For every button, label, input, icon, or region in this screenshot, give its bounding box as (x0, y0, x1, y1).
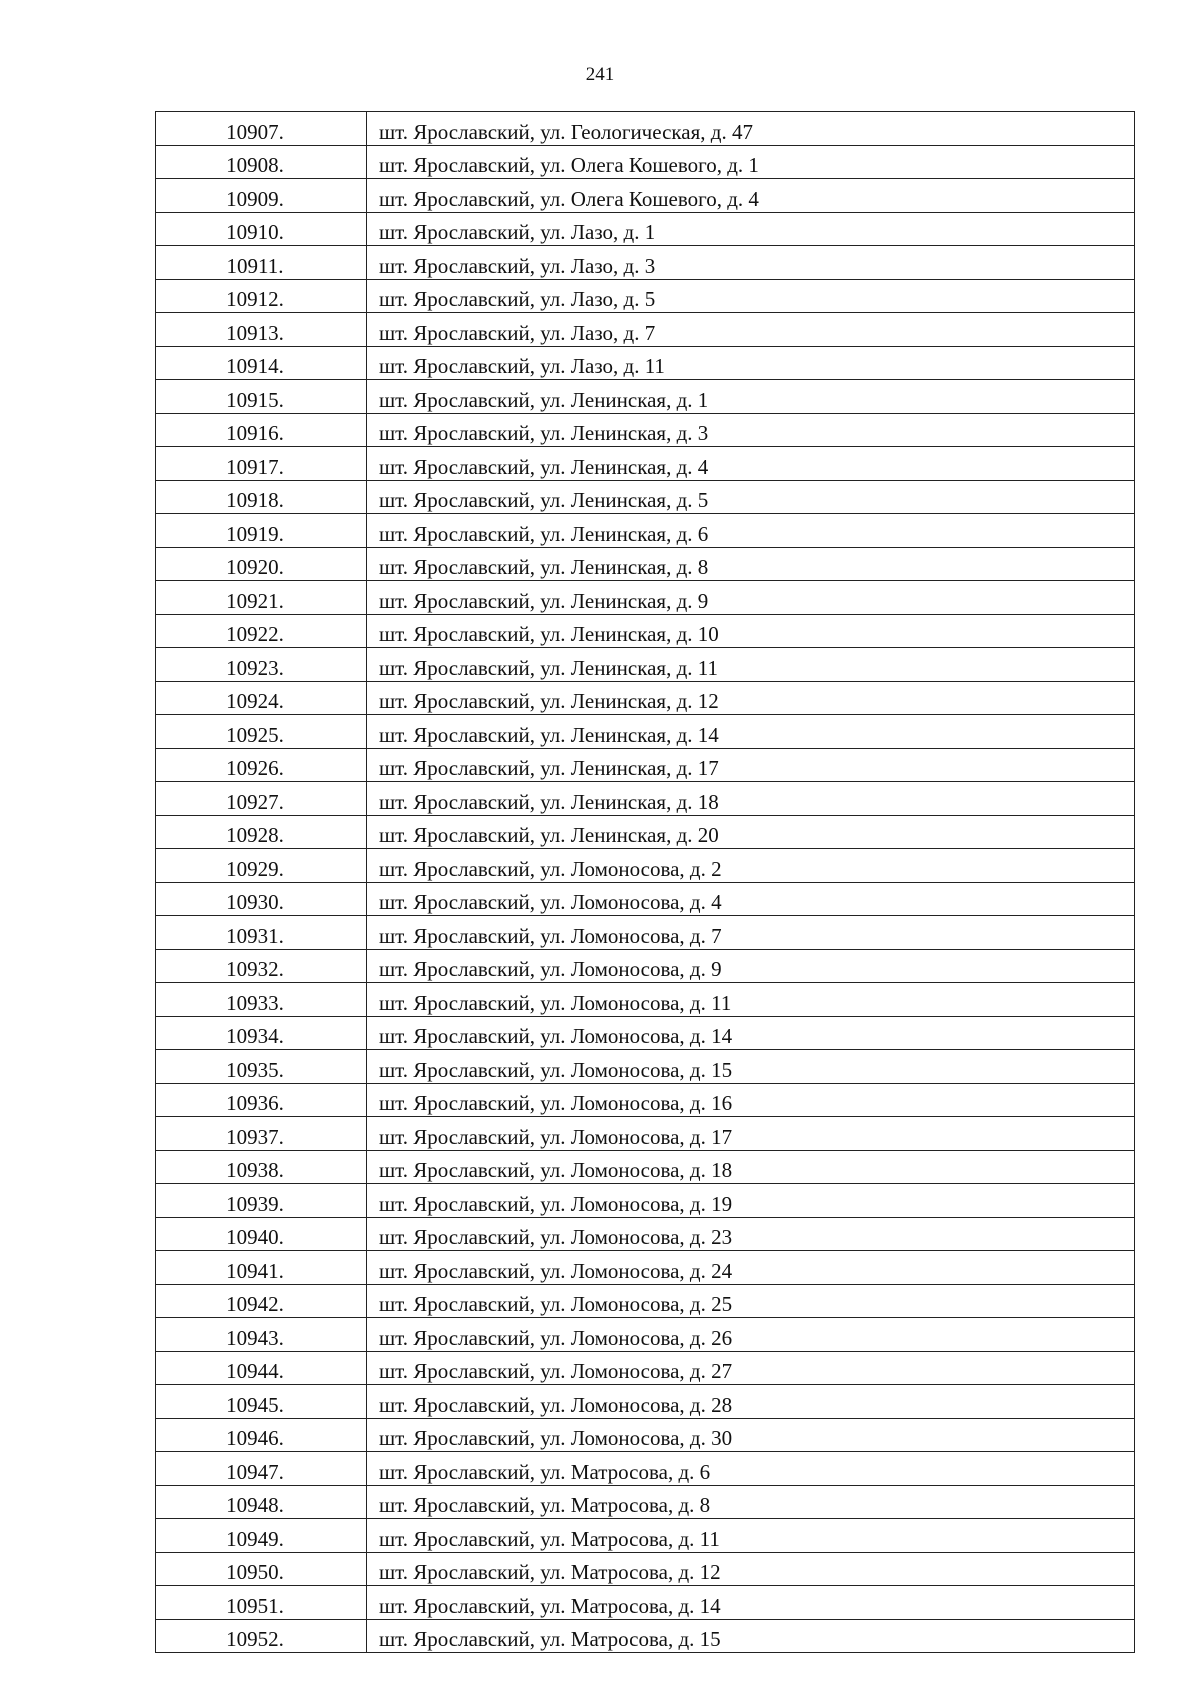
address-cell: шт. Ярославский, ул. Ломоносова, д. 11 (367, 983, 1135, 1017)
address-cell: шт. Ярославский, ул. Ломоносова, д. 26 (367, 1318, 1135, 1352)
table-row (156, 447, 1135, 481)
address-cell: шт. Ярославский, ул. Ленинская, д. 5 (367, 480, 1135, 514)
table-row (156, 212, 1135, 246)
table-row (156, 1217, 1135, 1251)
row-number-cell: 10928. (156, 815, 367, 849)
table-row (156, 648, 1135, 682)
address-cell: шт. Ярославский, ул. Матросова, д. 14 (367, 1586, 1135, 1620)
address-cell: шт. Ярославский, ул. Ленинская, д. 17 (367, 748, 1135, 782)
row-number-cell: 10941. (156, 1251, 367, 1285)
address-cell: шт. Ярославский, ул. Ленинская, д. 4 (367, 447, 1135, 481)
row-number-cell: 10925. (156, 715, 367, 749)
address-cell: шт. Ярославский, ул. Лазо, д. 5 (367, 279, 1135, 313)
row-number-cell: 10949. (156, 1519, 367, 1553)
table-row (156, 1452, 1135, 1486)
table-row (156, 614, 1135, 648)
row-number-cell: 10927. (156, 782, 367, 816)
row-number-cell: 10931. (156, 916, 367, 950)
address-cell: шт. Ярославский, ул. Ленинская, д. 3 (367, 413, 1135, 447)
address-cell: шт. Ярославский, ул. Ломоносова, д. 18 (367, 1150, 1135, 1184)
table-row (156, 1251, 1135, 1285)
row-number-cell: 10946. (156, 1418, 367, 1452)
address-cell: шт. Ярославский, ул. Ломоносова, д. 28 (367, 1385, 1135, 1419)
address-cell: шт. Ярославский, ул. Ленинская, д. 1 (367, 380, 1135, 414)
table-row (156, 145, 1135, 179)
row-number-cell: 10934. (156, 1016, 367, 1050)
address-cell: шт. Ярославский, ул. Матросова, д. 12 (367, 1552, 1135, 1586)
address-cell: шт. Ярославский, ул. Ломоносова, д. 27 (367, 1351, 1135, 1385)
row-number-cell: 10937. (156, 1117, 367, 1151)
table-row (156, 1418, 1135, 1452)
row-number-cell: 10921. (156, 581, 367, 615)
table-row (156, 1385, 1135, 1419)
address-cell: шт. Ярославский, ул. Ломоносова, д. 7 (367, 916, 1135, 950)
table-row (156, 413, 1135, 447)
address-cell: шт. Ярославский, ул. Ломоносова, д. 24 (367, 1251, 1135, 1285)
row-number-cell: 10926. (156, 748, 367, 782)
row-number-cell: 10914. (156, 346, 367, 380)
address-cell: шт. Ярославский, ул. Ленинская, д. 10 (367, 614, 1135, 648)
table-row (156, 949, 1135, 983)
address-cell: шт. Ярославский, ул. Ленинская, д. 18 (367, 782, 1135, 816)
table-row (156, 380, 1135, 414)
row-number-cell: 10911. (156, 246, 367, 280)
address-cell: шт. Ярославский, ул. Ленинская, д. 20 (367, 815, 1135, 849)
row-number-cell: 10948. (156, 1485, 367, 1519)
row-number-cell: 10936. (156, 1083, 367, 1117)
row-number-cell: 10943. (156, 1318, 367, 1352)
table-row (156, 514, 1135, 548)
row-number-cell: 10909. (156, 179, 367, 213)
address-cell: шт. Ярославский, ул. Ломоносова, д. 17 (367, 1117, 1135, 1151)
row-number-cell: 10916. (156, 413, 367, 447)
table-row (156, 748, 1135, 782)
address-cell: шт. Ярославский, ул. Лазо, д. 3 (367, 246, 1135, 280)
row-number-cell: 10923. (156, 648, 367, 682)
row-number-cell: 10950. (156, 1552, 367, 1586)
row-number-cell: 10920. (156, 547, 367, 581)
row-number-cell: 10919. (156, 514, 367, 548)
address-cell: шт. Ярославский, ул. Олега Кошевого, д. 1 (367, 145, 1135, 179)
address-table-body (156, 112, 1135, 1653)
table-row (156, 916, 1135, 950)
row-number-cell: 10907. (156, 112, 367, 146)
table-row (156, 547, 1135, 581)
address-cell: шт. Ярославский, ул. Ленинская, д. 12 (367, 681, 1135, 715)
table-row (156, 1050, 1135, 1084)
table-row (156, 1351, 1135, 1385)
address-cell: шт. Ярославский, ул. Ломоносова, д. 15 (367, 1050, 1135, 1084)
address-cell: шт. Ярославский, ул. Ленинская, д. 14 (367, 715, 1135, 749)
row-number-cell: 10915. (156, 380, 367, 414)
table-row (156, 1016, 1135, 1050)
address-cell: шт. Ярославский, ул. Ломоносова, д. 4 (367, 882, 1135, 916)
table-row (156, 1150, 1135, 1184)
address-cell: шт. Ярославский, ул. Лазо, д. 7 (367, 313, 1135, 347)
row-number-cell: 10945. (156, 1385, 367, 1419)
table-row (156, 1117, 1135, 1151)
address-cell: шт. Ярославский, ул. Ломоносова, д. 16 (367, 1083, 1135, 1117)
table-row (156, 179, 1135, 213)
row-number-cell: 10944. (156, 1351, 367, 1385)
address-cell: шт. Ярославский, ул. Матросова, д. 15 (367, 1619, 1135, 1653)
table-row (156, 581, 1135, 615)
row-number-cell: 10933. (156, 983, 367, 1017)
address-cell: шт. Ярославский, ул. Геологическая, д. 47 (367, 112, 1135, 146)
address-cell: шт. Ярославский, ул. Ломоносова, д. 30 (367, 1418, 1135, 1452)
address-cell: шт. Ярославский, ул. Матросова, д. 6 (367, 1452, 1135, 1486)
row-number-cell: 10924. (156, 681, 367, 715)
table-row (156, 1083, 1135, 1117)
table-row (156, 1318, 1135, 1352)
row-number-cell: 10912. (156, 279, 367, 313)
row-number-cell: 10947. (156, 1452, 367, 1486)
table-row (156, 1184, 1135, 1218)
table-row (156, 279, 1135, 313)
row-number-cell: 10952. (156, 1619, 367, 1653)
table-row (156, 681, 1135, 715)
table-row (156, 882, 1135, 916)
address-cell: шт. Ярославский, ул. Ломоносова, д. 19 (367, 1184, 1135, 1218)
page-number: 241 (585, 64, 615, 85)
row-number-cell: 10935. (156, 1050, 367, 1084)
table-row (156, 782, 1135, 816)
row-number-cell: 10932. (156, 949, 367, 983)
address-cell: шт. Ярославский, ул. Олега Кошевого, д. 4 (367, 179, 1135, 213)
address-cell: шт. Ярославский, ул. Ломоносова, д. 14 (367, 1016, 1135, 1050)
row-number-cell: 10917. (156, 447, 367, 481)
address-cell: шт. Ярославский, ул. Ленинская, д. 9 (367, 581, 1135, 615)
row-number-cell: 10939. (156, 1184, 367, 1218)
address-cell: шт. Ярославский, ул. Ленинская, д. 11 (367, 648, 1135, 682)
table-row (156, 112, 1135, 146)
address-cell: шт. Ярославский, ул. Ленинская, д. 6 (367, 514, 1135, 548)
address-table (155, 111, 1135, 1653)
table-row (156, 313, 1135, 347)
address-cell: шт. Ярославский, ул. Ломоносова, д. 25 (367, 1284, 1135, 1318)
address-cell: шт. Ярославский, ул. Матросова, д. 8 (367, 1485, 1135, 1519)
row-number-cell: 10940. (156, 1217, 367, 1251)
row-number-cell: 10922. (156, 614, 367, 648)
table-row (156, 1586, 1135, 1620)
row-number-cell: 10913. (156, 313, 367, 347)
address-cell: шт. Ярославский, ул. Ломоносова, д. 9 (367, 949, 1135, 983)
table-row (156, 246, 1135, 280)
address-cell: шт. Ярославский, ул. Ломоносова, д. 23 (367, 1217, 1135, 1251)
table-row (156, 480, 1135, 514)
row-number-cell: 10938. (156, 1150, 367, 1184)
row-number-cell: 10918. (156, 480, 367, 514)
table-row (156, 1619, 1135, 1653)
row-number-cell: 10910. (156, 212, 367, 246)
row-number-cell: 10951. (156, 1586, 367, 1620)
row-number-cell: 10908. (156, 145, 367, 179)
table-row (156, 1552, 1135, 1586)
row-number-cell: 10929. (156, 849, 367, 883)
row-number-cell: 10942. (156, 1284, 367, 1318)
table-row (156, 715, 1135, 749)
address-cell: шт. Ярославский, ул. Матросова, д. 11 (367, 1519, 1135, 1553)
table-row (156, 983, 1135, 1017)
table-row (156, 1284, 1135, 1318)
table-row (156, 1485, 1135, 1519)
table-row (156, 1519, 1135, 1553)
row-number-cell: 10930. (156, 882, 367, 916)
address-cell: шт. Ярославский, ул. Лазо, д. 1 (367, 212, 1135, 246)
address-cell: шт. Ярославский, ул. Лазо, д. 11 (367, 346, 1135, 380)
table-row (156, 849, 1135, 883)
table-row (156, 346, 1135, 380)
table-row (156, 815, 1135, 849)
address-cell: шт. Ярославский, ул. Ломоносова, д. 2 (367, 849, 1135, 883)
address-cell: шт. Ярославский, ул. Ленинская, д. 8 (367, 547, 1135, 581)
